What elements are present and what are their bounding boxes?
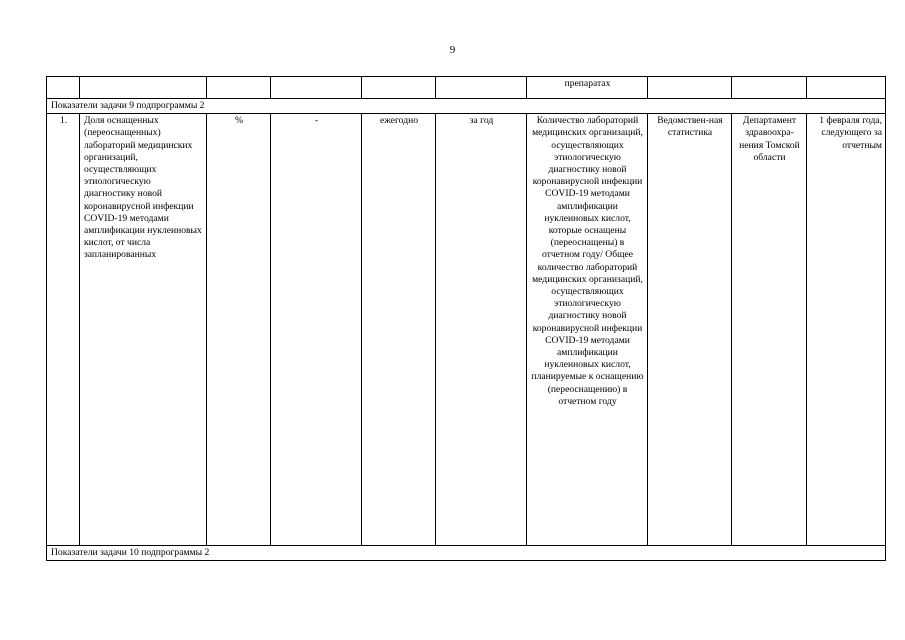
cell-frequency: ежегодно <box>362 114 436 546</box>
cell-empty <box>807 77 886 99</box>
cell-calculation-continuation: препаратах <box>527 77 648 99</box>
cell-empty <box>207 77 271 99</box>
indicators-table <box>46 76 886 561</box>
cell-empty <box>732 77 807 99</box>
cell-indicator-name: Доля оснащенных (переоснащенных) лабораторий медицинских организаций, осуществляющих этиологическую диагностику новой коронавирусной инфекции COVID-19 методами амплификации нуклеиновых кислот, от числа запланированных <box>80 114 207 546</box>
cell-empty <box>47 77 80 99</box>
cell-empty <box>80 77 207 99</box>
cell-empty <box>436 77 527 99</box>
cell-number: 1. <box>47 114 80 546</box>
table-row-continuation <box>47 77 886 99</box>
section-title: Показатели задачи 9 подпрограммы 2 <box>47 99 886 114</box>
cell-source: Ведомствен-ная статистика <box>648 114 732 546</box>
cell-base-value: - <box>271 114 362 546</box>
cell-empty <box>271 77 362 99</box>
page-number: 9 <box>449 44 456 56</box>
section-header-task-10 <box>47 546 886 561</box>
cell-calculation-method: Количество лабораторий медицинских организаций, осуществляющих этиологическую диагностику новой коронавирусной инфекции COVID-19 методами амплификации нуклеиновых кислот, которые оснащены (переоснащены) в отчетном году/ Общее количество лабораторий медицинских организаций, осуществляющих этиологическую диагностику новой коронавирусной инфекции COVID-19 методами амплификации нуклеиновых кислот, планируемые к оснащению (переоснащению) в отчетном году <box>527 114 648 546</box>
cell-unit: % <box>207 114 271 546</box>
cell-empty <box>362 77 436 99</box>
section-title: Показатели задачи 10 подпрограммы 2 <box>47 546 886 561</box>
table-row-indicator-1 <box>47 114 886 546</box>
cell-responsible: Департамент здравоохра-нения Томской области <box>732 114 807 546</box>
cell-deadline: 1 февраля года, следующего за отчетным <box>807 114 886 546</box>
section-header-task-9 <box>47 99 886 114</box>
cell-empty <box>648 77 732 99</box>
cell-period: за год <box>436 114 527 546</box>
